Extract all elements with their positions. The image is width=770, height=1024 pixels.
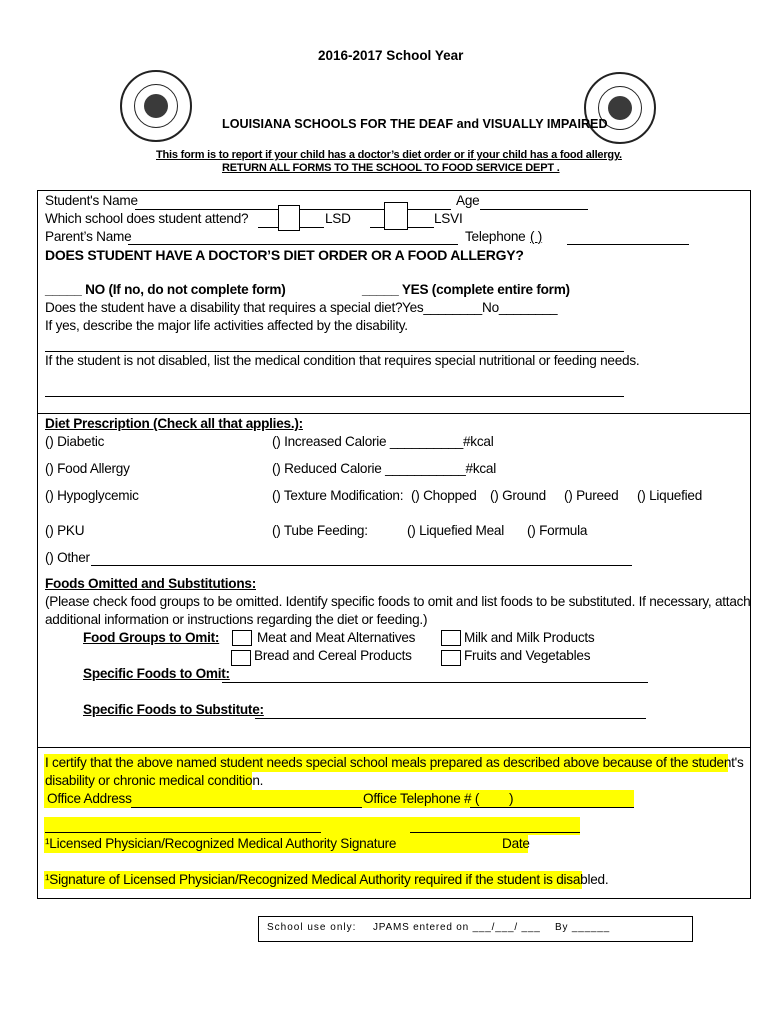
age-field[interactable]	[480, 209, 588, 210]
disability-no[interactable]: No________	[482, 300, 558, 315]
food-groups-label: Food Groups to Omit:	[83, 630, 220, 645]
liquefied-option[interactable]: () Liquefied	[637, 488, 703, 503]
reduced-calorie-option[interactable]: () Reduced Calorie ___________#kcal	[272, 461, 497, 476]
lsvi-checkbox[interactable]	[384, 202, 408, 230]
milk-checkbox[interactable]	[441, 630, 461, 646]
meat-checkbox[interactable]	[232, 630, 252, 646]
office-telephone-field[interactable]	[470, 807, 634, 808]
food-allergy-option[interactable]: () Food Allergy	[45, 461, 130, 476]
diet-order-question: DOES STUDENT HAVE A DOCTOR’S DIET ORDER OR A FOOD ALLERGY?	[45, 247, 524, 263]
form-instruction-1: This form is to report if your child has a doctor’s diet order or if your child has a food allergy.	[156, 149, 622, 161]
foods-instructions-2: additional information or instructions regarding the diet or feeding.)	[45, 612, 428, 627]
lsd-seal-logo	[120, 70, 192, 142]
ground-option[interactable]: () Ground	[490, 488, 546, 503]
pureed-option[interactable]: () Pureed	[564, 488, 619, 503]
certify-statement-1: I certify that the above named student needs special school meals prepared as described above because of the student's	[45, 755, 744, 770]
disability-yes[interactable]: Yes________	[402, 300, 482, 315]
signature-field[interactable]	[45, 832, 321, 833]
school-question: Which school does student attend?	[45, 211, 249, 226]
liquefied-meal-option[interactable]: () Liquefied Meal	[407, 523, 504, 538]
telephone-label: Telephone	[465, 229, 526, 244]
medical-condition-field[interactable]	[45, 396, 624, 397]
other-option[interactable]: () Other	[45, 550, 90, 565]
certify-statement-2: disability or chronic medical condition.	[45, 773, 264, 788]
lsvi-label: LSVI	[434, 211, 463, 226]
bread-label: Bread and Cereal Products	[254, 648, 412, 663]
date-field[interactable]	[410, 832, 580, 833]
not-disabled-prompt: If the student is not disabled, list the medical condition that requires special nutritional or feeding needs.	[45, 353, 640, 368]
yes-option[interactable]: _____ YES (complete entire form)	[362, 282, 570, 297]
fruits-label: Fruits and Vegetables	[464, 648, 591, 663]
other-field[interactable]	[91, 565, 632, 566]
lsd-checkbox[interactable]	[278, 205, 300, 231]
office-address-label: Office Address	[47, 791, 132, 806]
signature-footnote: ¹Signature of Licensed Physician/Recognized Medical Authority required if the student is disabled.	[45, 872, 609, 887]
no-option[interactable]: _____ NO (If no, do not complete form)	[45, 282, 286, 297]
office-address-field[interactable]	[131, 807, 362, 808]
telephone-area-code[interactable]: ( )	[530, 229, 543, 244]
describe-prompt: If yes, describe the major life activities affected by the disability.	[45, 318, 408, 333]
specific-substitute-field[interactable]	[255, 718, 646, 719]
parent-name-label: Parent’s Name	[45, 229, 132, 244]
milk-label: Milk and Milk Products	[464, 630, 595, 645]
office-highlight	[44, 790, 634, 808]
disability-question: Does the student have a disability that requires a special diet?	[45, 300, 403, 315]
age-label: Age	[456, 193, 480, 208]
form-instruction-2: RETURN ALL FORMS TO THE SCHOOL TO FOOD SERVICE DEPT .	[222, 162, 560, 174]
specific-omit-field[interactable]	[222, 682, 648, 683]
hypoglycemic-option[interactable]: () Hypoglycemic	[45, 488, 139, 503]
increased-calorie-option[interactable]: () Increased Calorie __________#kcal	[272, 434, 494, 449]
diabetic-option[interactable]: () Diabetic	[45, 434, 105, 449]
specific-omit-label: Specific Foods to Omit:	[83, 666, 230, 681]
formula-option[interactable]: () Formula	[527, 523, 588, 538]
chopped-option[interactable]: () Chopped	[411, 488, 477, 503]
signature-label: ¹Licensed Physician/Recognized Medical Authority Signature	[45, 836, 397, 851]
jpams-entry[interactable]: JPAMS entered on ___/___/ ___	[373, 922, 541, 933]
telephone-field[interactable]	[567, 244, 689, 245]
bread-checkbox[interactable]	[231, 650, 251, 666]
entered-by[interactable]: By ______	[555, 922, 611, 933]
organization-name: LOUISIANA SCHOOLS FOR THE DEAF and VISUALLY IMPAIRED	[222, 117, 608, 131]
foods-omitted-heading: Foods Omitted and Substitutions:	[45, 576, 256, 591]
describe-field[interactable]	[45, 351, 624, 352]
school-year: 2016-2017 School Year	[318, 48, 464, 63]
fruits-checkbox[interactable]	[441, 650, 461, 666]
pku-option[interactable]: () PKU	[45, 523, 85, 538]
school-use-label: School use only:	[267, 922, 357, 933]
lsd-label: LSD	[325, 211, 351, 226]
tube-feeding-option[interactable]: () Tube Feeding:	[272, 523, 368, 538]
meat-label: Meat and Meat Alternatives	[257, 630, 416, 645]
specific-substitute-label: Specific Foods to Substitute:	[83, 702, 264, 717]
foods-instructions-1: (Please check food groups to be omitted. Identify specific foods to omit and list foods to be substituted. If necessary, attach	[45, 594, 751, 609]
date-label: Date	[502, 836, 530, 851]
office-telephone-label: Office Telephone # (	[363, 791, 480, 806]
student-name-label: Student's Name	[45, 193, 138, 208]
texture-modification-option[interactable]: () Texture Modification:	[272, 488, 404, 503]
diet-prescription-heading: Diet Prescription (Check all that applies.):	[45, 416, 303, 431]
lsvi-seal-logo	[584, 72, 656, 144]
office-telephone-close: )	[509, 791, 514, 806]
parent-name-field[interactable]	[128, 244, 458, 245]
